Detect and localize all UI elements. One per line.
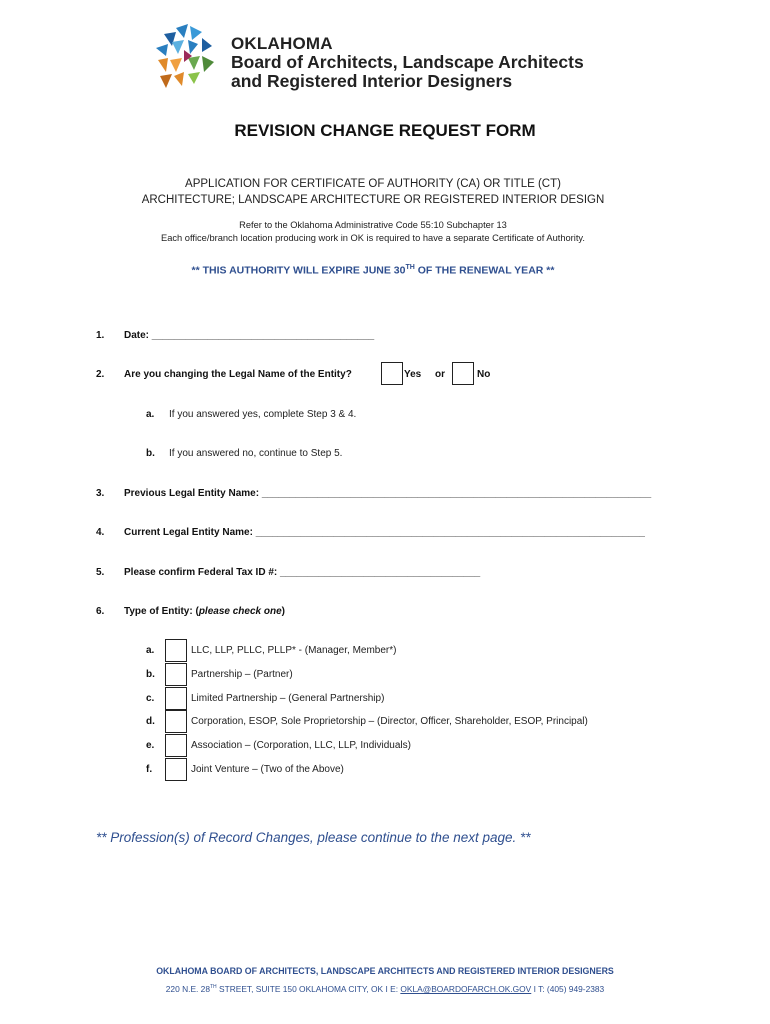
entity-option-checkbox[interactable] [165,687,187,710]
q1-number: 1. [96,330,105,341]
continue-note: ** Profession(s) of Record Changes, please continue to the next page. ** [96,830,531,845]
entity-option-label: Partnership – (Partner) [191,669,293,680]
entity-option-letter: f. [146,764,153,775]
q6-label: Type of Entity: (please check one) [124,606,285,617]
yes-label: Yes [404,369,422,380]
entity-option-letter: c. [146,693,155,704]
or-label: or [435,369,445,380]
q2-number: 2. [96,369,105,380]
current-entity-name-field[interactable]: Current Legal Entity Name: ______________________________________________________________________ [124,527,645,538]
entity-option-letter: b. [146,669,155,680]
no-checkbox[interactable] [452,362,474,385]
footer-address: 220 N.E. 28TH STREET, SUITE 150 OKLAHOMA CITY, OK I E: OKLA@BOARDOFARCH.OK.GOV I T: (405) 949-2383 [165,984,605,994]
refer-line1: Refer to the Oklahoma Administrative Code 55:10 Subchapter 13 [239,220,507,230]
federal-tax-id-field[interactable]: Please confirm Federal Tax ID #: ____________________________________ [124,567,481,578]
entity-option-label: LLC, LLP, PLLC, PLLP* - (Manager, Member*) [191,645,397,656]
refer-line2: Each office/branch location producing work in OK is required to have a separate Certificate of Authority. [161,233,585,243]
yes-checkbox[interactable] [381,362,403,385]
q6-number: 6. [96,606,105,617]
footer-org: OKLAHOMA BOARD OF ARCHITECTS, LANDSCAPE ARCHITECTS AND REGISTERED INTERIOR DESIGNERS [156,966,614,976]
entity-option-letter: e. [146,740,155,751]
entity-option-checkbox[interactable] [165,710,187,733]
expiration-notice: ** THIS AUTHORITY WILL EXPIRE JUNE 30TH OF THE RENEWAL YEAR ** [191,264,555,277]
org-name-line2: Board of Architects, Landscape Architects [231,52,584,72]
entity-option-checkbox[interactable] [165,639,187,662]
q3-number: 3. [96,488,105,499]
date-field[interactable]: Date: ________________________________________ [124,330,375,341]
q5-number: 5. [96,567,105,578]
board-logo [148,22,220,94]
no-label: No [477,369,491,380]
entity-option-checkbox[interactable] [165,663,187,686]
q2b-letter: b. [146,448,155,459]
entity-option-label: Joint Venture – (Two of the Above) [191,764,344,775]
entity-option-letter: a. [146,645,155,656]
q2-label: Are you changing the Legal Name of the Entity? [124,369,352,380]
previous-entity-name-field[interactable]: Previous Legal Entity Name: ______________________________________________________________________ [124,488,652,499]
entity-option-label: Association – (Corporation, LLC, LLP, Individuals) [191,740,411,751]
footer-email-link[interactable]: OKLA@BOARDOFARCH.OK.GOV [400,984,532,994]
entity-option-checkbox[interactable] [165,734,187,757]
org-name-line3: and Registered Interior Designers [231,71,513,91]
q2b-text: If you answered no, continue to Step 5. [169,448,343,459]
org-name-line1: OKLAHOMA [231,34,333,53]
subtitle-line2: ARCHITECTURE; LANDSCAPE ARCHITECTURE OR REGISTERED INTERIOR DESIGN [141,194,605,206]
q4-number: 4. [96,527,105,538]
entity-option-letter: d. [146,716,155,727]
entity-option-label: Limited Partnership – (General Partnership) [191,693,385,704]
entity-option-checkbox[interactable] [165,758,187,781]
entity-option-label: Corporation, ESOP, Sole Proprietorship – (Director, Officer, Shareholder, ESOP, Principal) [191,716,588,727]
q2a-text: If you answered yes, complete Step 3 & 4. [169,409,357,420]
subtitle-line1: APPLICATION FOR CERTIFICATE OF AUTHORITY (CA) OR TITLE (CT) [185,178,561,190]
form-title: REVISION CHANGE REQUEST FORM [234,121,536,140]
q2a-letter: a. [146,409,155,420]
